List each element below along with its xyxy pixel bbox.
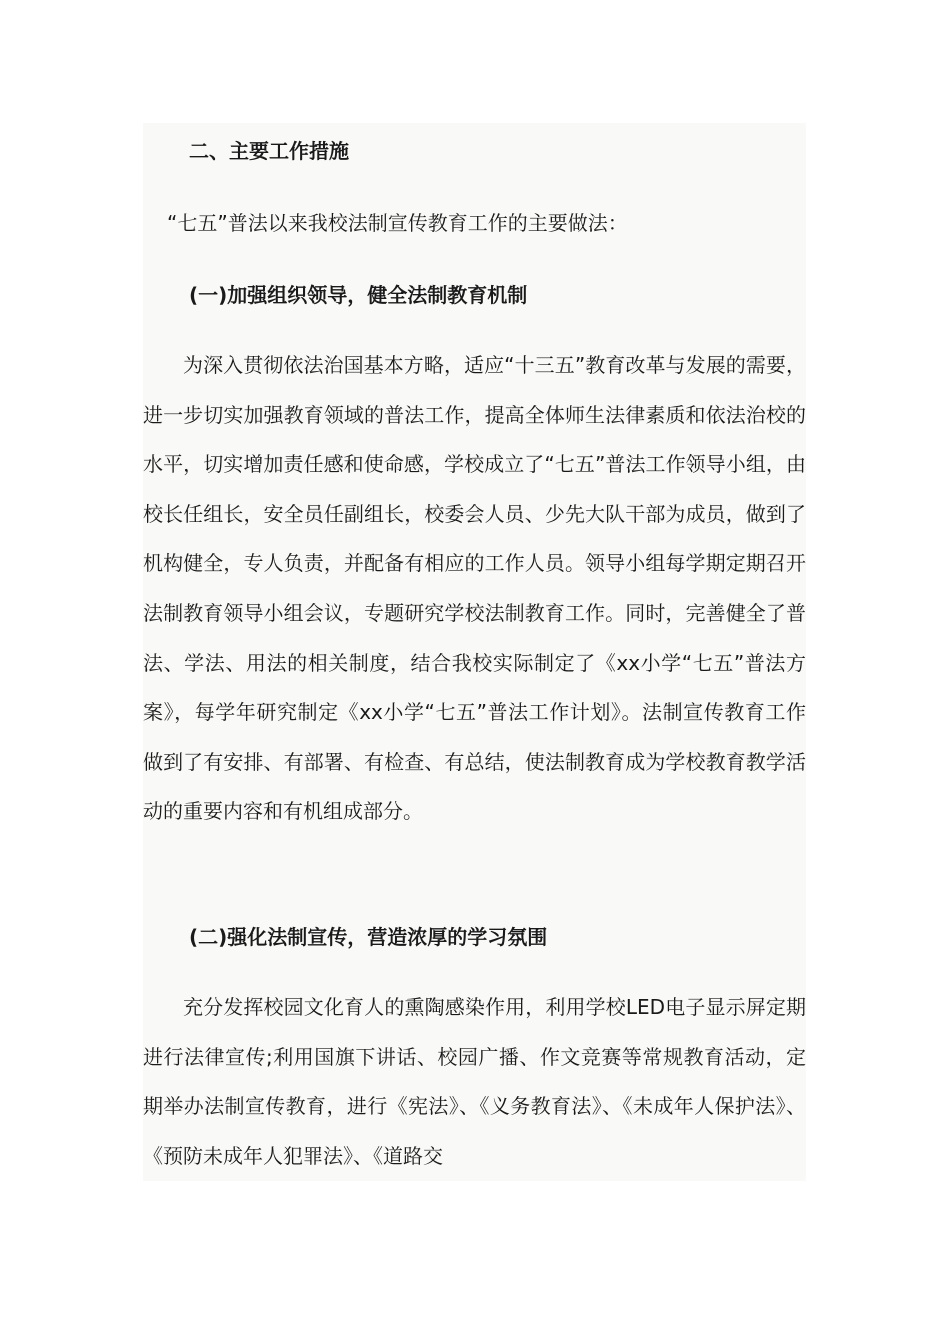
section-heading: 二、主要工作措施 xyxy=(189,139,349,163)
subsection-1-heading: (一)加强组织领导，健全法制教育机制 xyxy=(189,283,528,307)
intro-paragraph: “七五”普法以来我校法制宣传教育工作的主要做法： xyxy=(167,211,628,235)
subsection-1-body: 为深入贯彻依法治国基本方略，适应“十三五”教育改革与发展的需要，进一步切实加强教育领域的普法工作，提高全体师生法律素质和依法治校的水平，切实增加责任感和使命感，学校成立了“七五”普法工作领导小组，由校长任组长，安全员任副组长，校委会人员、少先大队干部为成员，做到了机构健全，专人负责，并配备有相应的工作人员。领导小组每学期定期召开法制教育领导小组会议，专题研究学校法制教育工作。同时，完善健全了普法、学法、用法的相关制度，结合我校实际制定了《xx小学“七五”普法方案》，每学年研究制定《xx小学“七五”普法工作计划》。法制宣传教育工作做到了有安排、有部署、有检查、有总结，使法制教育成为学校教育教学活动的重要内容和有机组成部分。 xyxy=(143,353,806,824)
document-page xyxy=(143,123,806,1181)
subsection-2-body: 充分发挥校园文化育人的熏陶感染作用，利用学校LED电子显示屏定期进行法律宣传;利用国旗下讲话、校园广播、作文竞赛等常规教育活动，定期举办法制宣传教育，进行《宪法》、《义务教育法》、《未成年人保护法》、《预防未成年人犯罪法》、《道路交 xyxy=(143,995,806,1168)
subsection-2-heading: (二)强化法制宣传，营造浓厚的学习氛围 xyxy=(189,925,548,949)
